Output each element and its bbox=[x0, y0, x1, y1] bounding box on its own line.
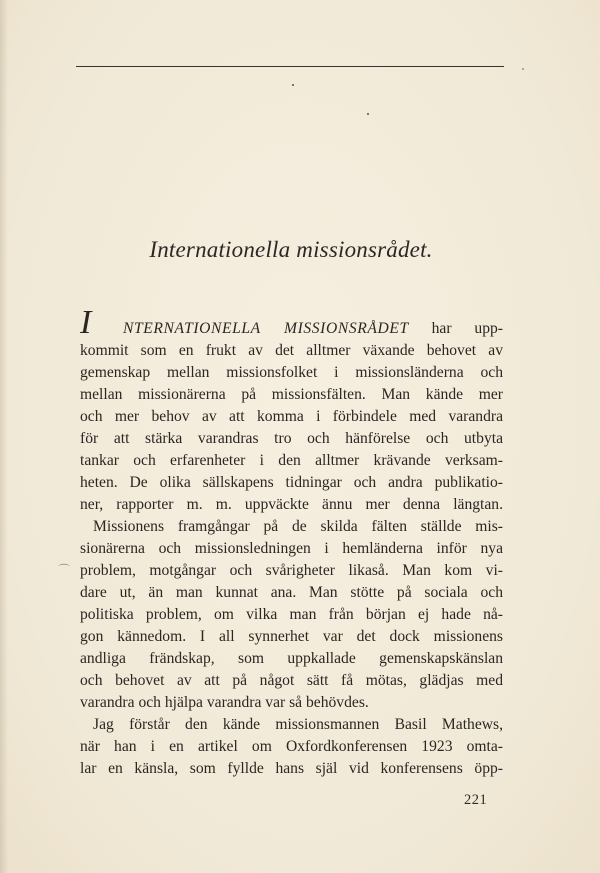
binding-shadow bbox=[0, 0, 8, 873]
text-line: politiska problem, om vilka man från början ej hade nå- bbox=[80, 606, 503, 623]
text-line: heten. De olika sällskapens tidningar och andra publikatio- bbox=[80, 474, 503, 491]
text-line: problem, motgångar och svårigheter likaså. Man kom vi- bbox=[80, 562, 503, 579]
header-rule bbox=[76, 66, 504, 67]
text-line: dare ut, än man kunnat ana. Man stötte på sociala och bbox=[80, 584, 503, 601]
opening-caps: NTERNATIONELLA MISSIONSRÅDET bbox=[123, 320, 409, 337]
ink-speck bbox=[367, 113, 369, 115]
text-line: gemenskap mellan missionsfolket i missionsländerna och bbox=[80, 364, 503, 381]
text-line: gon kännedom. I all synnerhet var det dock missionens bbox=[80, 628, 503, 645]
ink-speck bbox=[522, 68, 524, 70]
opening-rest: har upp- bbox=[431, 320, 503, 337]
text-line: och mer behov av att komma i förbindele med varandra bbox=[80, 408, 503, 425]
text-line: lar en känsla, som fyllde hans själ vid konferensens öpp- bbox=[80, 760, 503, 777]
body-text bbox=[80, 304, 503, 780]
pencil-mark: ⌒ bbox=[58, 563, 71, 577]
text-line: Jag förstår den kände missionsmannen Basil Mathews, bbox=[93, 716, 503, 733]
text-line: mellan missionärerna på missionsfälten. Man kände mer bbox=[80, 386, 503, 403]
text-line: och behovet av att på något sätt få mötas, glädjas med bbox=[80, 672, 503, 689]
text-line: tankar och erfarenheter i den alltmer krävande verksam- bbox=[80, 452, 503, 469]
ink-speck bbox=[292, 84, 294, 86]
text-line: när han i en artikel om Oxfordkonferensen 1923 omta- bbox=[80, 738, 503, 755]
text-line: för att stärka varandras tro och hänförelse och utbyta bbox=[80, 430, 503, 447]
text-line: ner, rapporter m. m. uppväckte ännu mer denna längtan. bbox=[80, 496, 503, 513]
text-line: varandra och hjälpa varandra var så behövdes. bbox=[80, 694, 369, 711]
drop-cap: I bbox=[80, 304, 92, 341]
chapter-title: Internationella missionsrådet. bbox=[149, 237, 433, 262]
text-line: andliga frändskap, som uppkallade gemenskapskänslan bbox=[80, 650, 503, 667]
text-line: sionärerna och missionsledningen i hemländerna inför nya bbox=[80, 540, 503, 557]
text-line: kommit som en frukt av det alltmer växande behovet av bbox=[80, 342, 503, 359]
text-line: Missionens framgångar på de skilda fälten ställde mis- bbox=[93, 518, 503, 535]
first-line bbox=[80, 304, 503, 341]
page-number: 221 bbox=[464, 792, 488, 808]
